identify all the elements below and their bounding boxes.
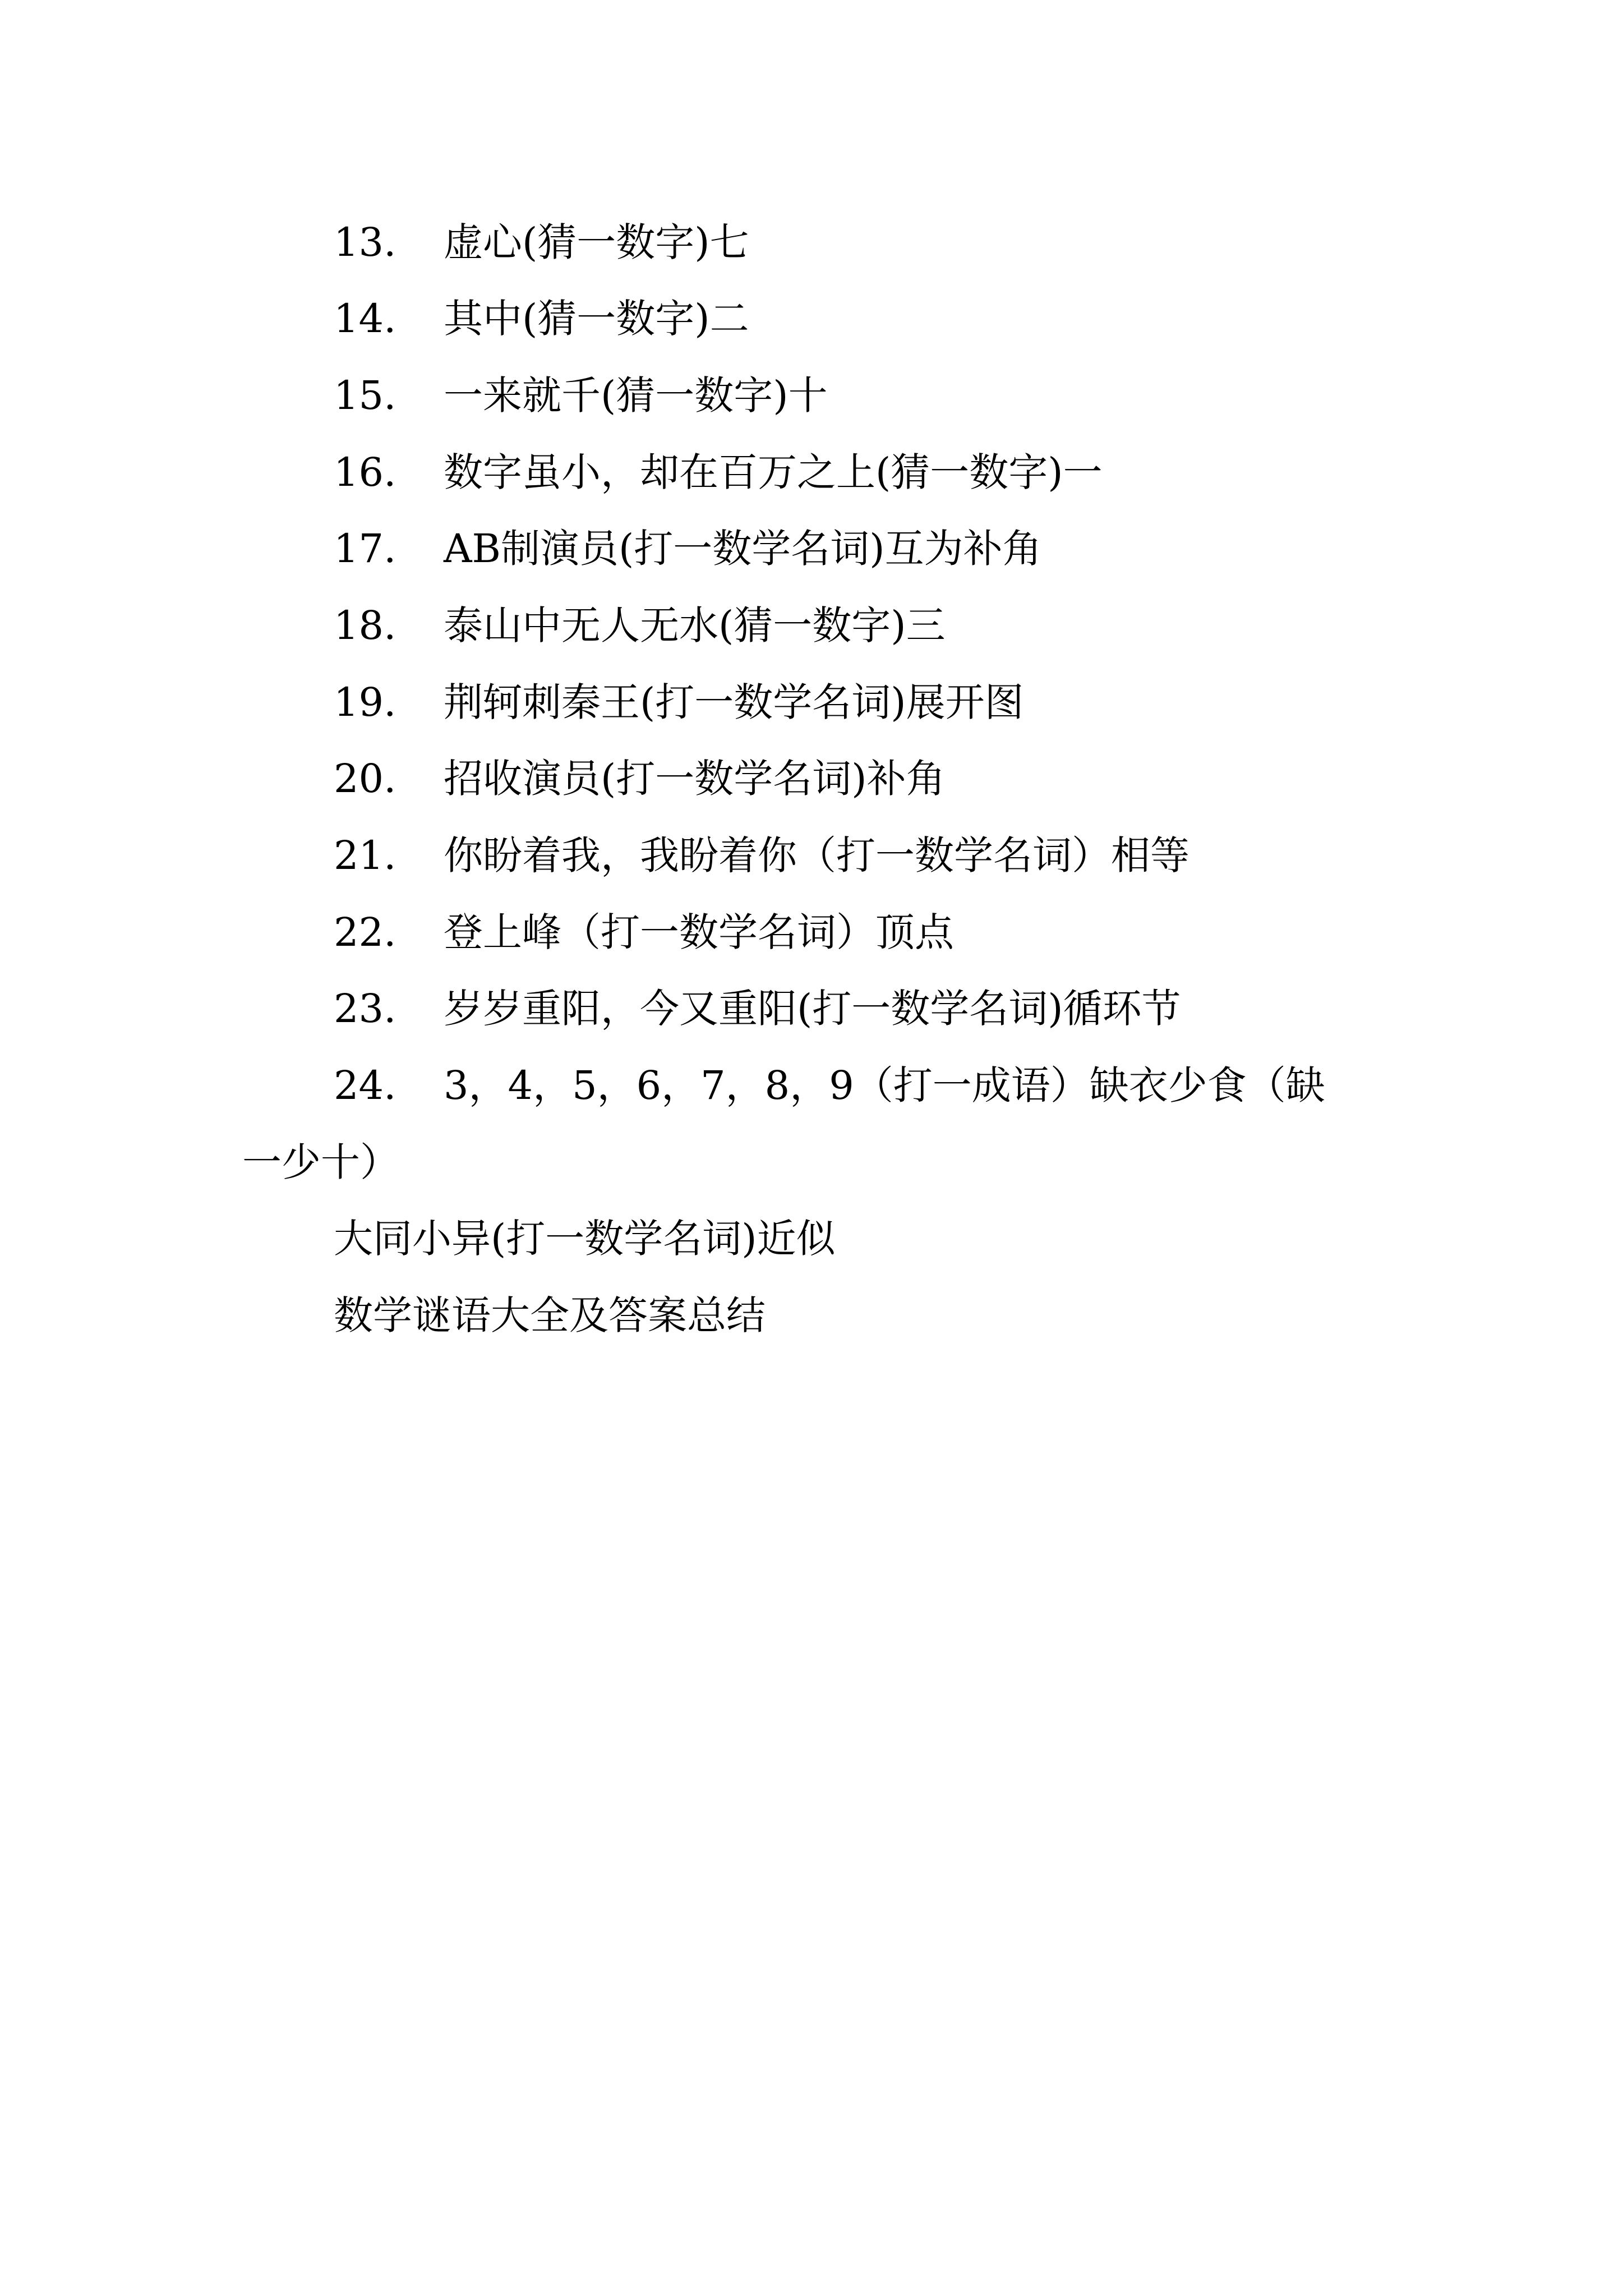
riddle-number: 22. [334,909,396,955]
riddle-24-continuation: 一少十） [242,1139,399,1185]
riddle-text: 一来就千(猜一数字)十 [444,372,828,418]
riddle-number: 16. [334,449,396,495]
riddle-text: 数字虽小，却在百万之上(猜一数字)一 [444,449,1103,495]
riddle-number: 15. [334,372,396,418]
riddle-number: 14. [334,296,396,342]
riddle-text: 荆轲刺秦王(打一数学名词)展开图 [444,679,1024,725]
riddle-item-16 [334,444,1103,500]
riddle-text: 招收演员(打一数学名词)补角 [444,756,946,802]
riddle-number: 20. [334,756,396,802]
riddle-text: 登上峰（打一数学名词）顶点 [444,909,954,955]
riddle-text: 其中(猜一数字)二 [444,296,749,342]
riddle-item-15 [334,367,828,424]
riddle-number: 13. [334,219,396,265]
riddle-item-17 [334,521,1042,577]
riddle-item-21 [334,827,1189,884]
riddle-number: 24. [334,1062,396,1108]
riddle-number: 23. [334,986,396,1032]
extra-riddle: 大同小异(打一数学名词)近似 [334,1216,836,1262]
riddle-item-14 [334,291,749,347]
riddle-number: 17. [334,526,396,572]
riddle-text: 3，4，5，6，7，8，9（打一成语）缺衣少食（缺 [444,1062,1325,1108]
riddle-item-22 [334,904,954,960]
riddle-item-24 [334,1057,1325,1114]
riddle-item-20 [334,751,946,807]
riddle-item-19 [334,674,1024,730]
riddle-text: 泰山中无人无水(猜一数字)三 [444,602,946,648]
riddle-number: 19. [334,679,396,725]
riddle-item-23 [334,981,1181,1037]
riddle-number: 18. [334,602,396,648]
riddle-text: 虚心(猜一数字)七 [444,219,749,265]
riddle-text: AB制演员(打一数学名词)互为补角 [444,526,1042,572]
riddle-text: 岁岁重阳，今又重阳(打一数学名词)循环节 [444,986,1181,1032]
riddle-text: 你盼着我，我盼着你（打一数学名词）相等 [444,832,1189,878]
riddle-item-18 [334,597,946,654]
riddle-item-13 [334,214,749,270]
riddle-number: 21. [334,832,396,878]
closing-title: 数学谜语大全及答案总结 [334,1292,766,1338]
